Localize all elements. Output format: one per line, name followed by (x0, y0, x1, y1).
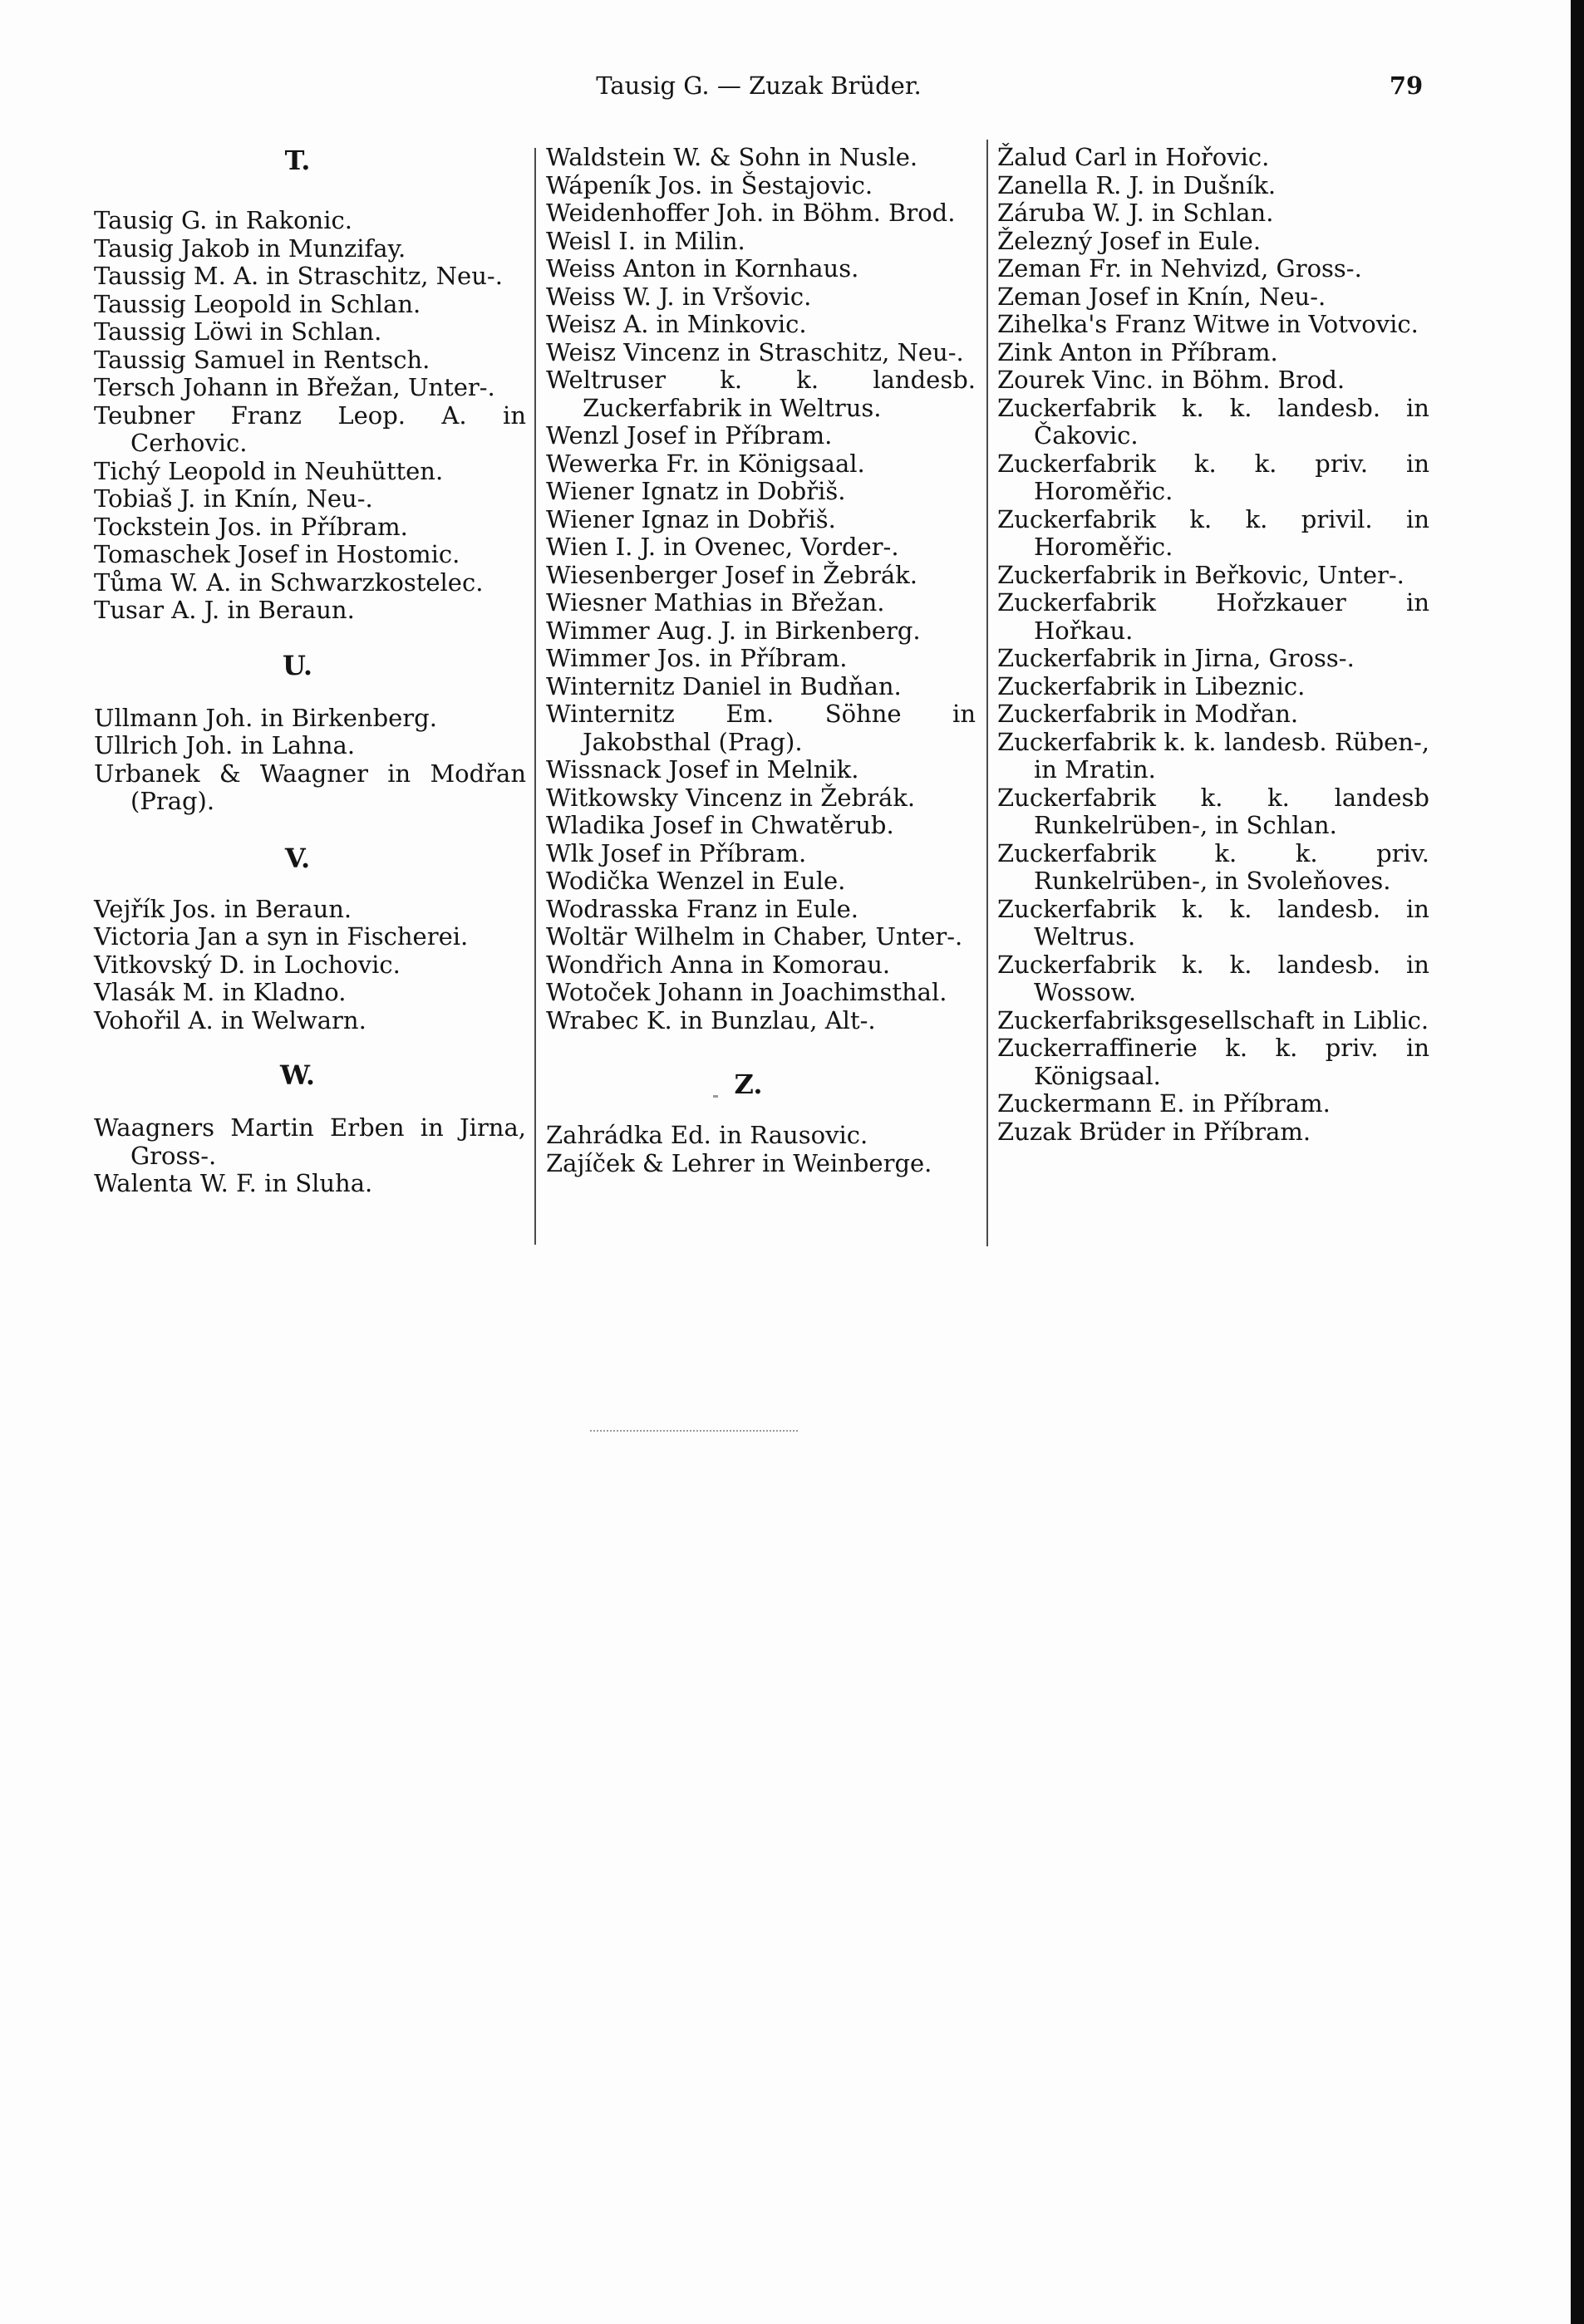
print-speck (713, 1095, 718, 1098)
directory-entry: Ullrich Joh. in Lahna. (94, 731, 356, 759)
running-head: Tausig G. — Zuzak Brüder. (596, 71, 922, 100)
directory-entry: Wladika Josef in Chwatěrub. (546, 811, 894, 839)
directory-entry: Wimmer Jos. in Příbram. (546, 644, 848, 672)
directory-entry: Taussig M. A. in Straschitz, Neu-. (94, 262, 503, 290)
end-rule (590, 1430, 798, 1432)
directory-entry: Zuckerfabrik k. k. priv. in Horoměřic. (997, 449, 1429, 505)
directory-entry: Zuckermann E. in Příbram. (997, 1089, 1331, 1118)
directory-entry: Ullmann Joh. in Birkenberg. (94, 703, 437, 732)
directory-entry: Waldstein W. & Sohn in Nusle. (546, 143, 918, 171)
directory-entry: Winternitz Daniel in Budňan. (546, 671, 902, 700)
directory-entry: Teubner Franz Leop. A. in Cerhovic. (94, 400, 526, 457)
column-1 (94, 144, 526, 1198)
directory-entry: Weisz Vincenz in Straschitz, Neu-. (546, 337, 964, 366)
directory-entry: Zeman Josef in Knín, Neu-. (997, 282, 1326, 311)
directory-entry: Wodrasska Franz in Eule. (546, 894, 858, 923)
directory-entry: Zahrádka Ed. in Rausovic. (546, 1121, 868, 1149)
directory-entry: Weltruser k. k. landesb. Zuckerfabrik in Weltrus. (546, 366, 976, 422)
column-3 (997, 144, 1429, 1146)
directory-entry: Vlasák M. in Kladno. (94, 978, 347, 1006)
directory-entry: Tůma W. A. in Schwarzkostelec. (94, 567, 484, 597)
directory-entry: Wiener Ignaz in Dobřiš. (546, 504, 836, 533)
directory-entry: Wenzl Josef in Příbram. (546, 421, 833, 450)
directory-entry: Tausig G. in Rakonic. (94, 206, 352, 234)
directory-entry: Weidenhoffer Joh. in Böhm. Brod. (546, 199, 956, 227)
directory-entry: Záruba W. J. in Schlan. (997, 199, 1274, 227)
directory-entry: Vohořil A. in Welwarn. (94, 1005, 366, 1034)
directory-entry: Taussig Leopold in Schlan. (94, 289, 421, 318)
directory-entry: Zuckerfabriksgesellschaft in Liblic. (997, 1005, 1429, 1034)
directory-entry: Witkowsky Vincenz in Žebrák. (546, 783, 916, 812)
directory-entry: Zuckerfabrik k. k. priv. Runkelrüben-, in Svoleňoves. (997, 838, 1429, 895)
directory-entry: Zanella R. J. in Dušník. (997, 170, 1277, 199)
directory-entry: Tichý Leopold in Neuhütten. (94, 456, 444, 485)
directory-entry: Taussig Löwi in Schlan. (94, 317, 382, 346)
section-v-list (94, 896, 526, 1035)
directory-entry: Zuckerfabrik Hořzkauer in Hořkau. (997, 588, 1429, 645)
section-letter-u: U. (282, 649, 313, 681)
directory-entry: Žalud Carl in Hořovic. (997, 143, 1270, 171)
directory-entry: Zuckerfabrik in Libeznic. (997, 671, 1306, 700)
section-w-list (94, 1114, 526, 1198)
directory-entry: Tusar A. J. in Beraun. (94, 596, 355, 624)
directory-entry: Wiesenberger Josef in Žebrák. (546, 560, 917, 589)
directory-entry: Walenta W. F. in Sluha. (94, 1169, 373, 1197)
directory-entry: Winternitz Em. Söhne in Jakobsthal (Prag). (546, 700, 976, 756)
directory-entry: Zeman Fr. in Nehvizd, Gross-. (997, 254, 1362, 283)
directory-entry: Tersch Johann in Břežan, Unter-. (94, 373, 495, 401)
directory-entry: Zuckerfabrik in Modřan. (997, 700, 1299, 728)
section-z-continued-list (997, 144, 1429, 1146)
directory-entry: Zourek Vinc. in Böhm. Brod. (997, 366, 1345, 394)
section-u-list (94, 705, 526, 816)
directory-entry: Zink Anton in Příbram. (997, 337, 1278, 366)
column-divider (986, 140, 988, 1246)
directory-entry: Wissnack Josef in Melnik. (546, 755, 859, 784)
directory-entry: Wlk Josef in Příbram. (546, 838, 807, 867)
directory-entry: Wimmer Aug. J. in Birkenberg. (546, 616, 921, 645)
directory-entry: Zuckerfabrik k. k. privil. in Horoměřic. (997, 504, 1429, 561)
directory-entry: Wiener Ignatz in Dobřiš. (546, 477, 846, 505)
section-letter-t: T. (284, 145, 311, 176)
directory-entry: Wewerka Fr. in Königsaal. (546, 449, 865, 478)
section-letter-v: V. (284, 842, 311, 874)
directory-entry: Urbanek & Waagner in Modřan (Prag). (94, 759, 526, 815)
directory-entry: Zuckerfabrik in Jirna, Gross-. (997, 644, 1355, 672)
directory-entry: Tausig Jakob in Munzifay. (94, 233, 406, 263)
directory-entry: Wiesner Mathias in Břežan. (546, 588, 885, 617)
directory-entry: Vitkovský D. in Lochovic. (94, 950, 401, 979)
directory-entry: Victoria Jan a syn in Fischerei. (94, 922, 469, 951)
section-t-list (94, 207, 526, 625)
directory-entry: Weiss Anton in Kornhaus. (546, 254, 859, 283)
directory-entry: Waagners Martin Erben in Jirna, Gross-. (94, 1113, 526, 1170)
directory-entry: Weisl I. in Milin. (546, 226, 745, 255)
directory-entry: Zuzak Brüder in Příbram. (997, 1117, 1311, 1146)
directory-entry: Weiss W. J. in Vršovic. (546, 282, 812, 311)
directory-entry: Železný Josef in Eule. (997, 226, 1262, 255)
directory-entry: Tomaschek Josef in Hostomic. (94, 540, 460, 568)
section-w-continued-list (546, 144, 976, 1034)
directory-entry: Wotoček Johann in Joachimsthal. (546, 978, 947, 1006)
directory-entry: Vejřík Jos. in Beraun. (94, 894, 352, 923)
section-letter-z: Z. (734, 1069, 763, 1100)
directory-entry: Zuckerfabrik k. k. landesb. in Čakovic. (997, 393, 1429, 450)
directory-entry: Taussig Samuel in Rentsch. (94, 345, 430, 374)
directory-entry: Wápeník Jos. in Šestajovic. (546, 170, 873, 199)
directory-entry: Wien I. J. in Ovenec, Vorder-. (546, 533, 899, 561)
scan-edge (1571, 0, 1584, 2324)
column-2 (546, 144, 976, 1177)
directory-entry: Tobiaš J. in Knín, Neu-. (94, 484, 373, 513)
directory-entry: Tockstein Jos. in Příbram. (94, 512, 408, 541)
directory-entry: Zuckerfabrik k. k. landesb. in Weltrus. (997, 894, 1429, 951)
directory-entry: Zajíček & Lehrer in Weinberge. (546, 1148, 932, 1177)
directory-entry: Weisz A. in Minkovic. (546, 310, 807, 338)
directory-entry: Zuckerfabrik in Beřkovic, Unter-. (997, 560, 1404, 589)
directory-entry: Wrabec K. in Bunzlau, Alt-. (546, 1005, 876, 1034)
directory-entry: Zuckerfabrik k. k. landesb. in Wossow. (997, 950, 1429, 1006)
directory-entry: Wodička Wenzel in Eule. (546, 867, 846, 895)
directory-entry: Zuckerfabrik k. k. landesb. Rüben-, in Mratin. (997, 727, 1429, 784)
section-z-list (546, 1122, 976, 1177)
directory-entry: Zuckerraffinerie k. k. priv. in Königsaal. (997, 1034, 1429, 1090)
directory-entry: Wondřich Anna in Komorau. (546, 950, 891, 979)
directory-entry: Zuckerfabrik k. k. landesb Runkelrüben-, in Schlan. (997, 783, 1429, 839)
page-number: 79 (1389, 71, 1424, 100)
directory-entry: Zihelka's Franz Witwe in Votvovic. (997, 310, 1419, 338)
section-letter-w: W. (279, 1059, 316, 1091)
directory-entry: Woltär Wilhelm in Chaber, Unter-. (546, 922, 963, 951)
